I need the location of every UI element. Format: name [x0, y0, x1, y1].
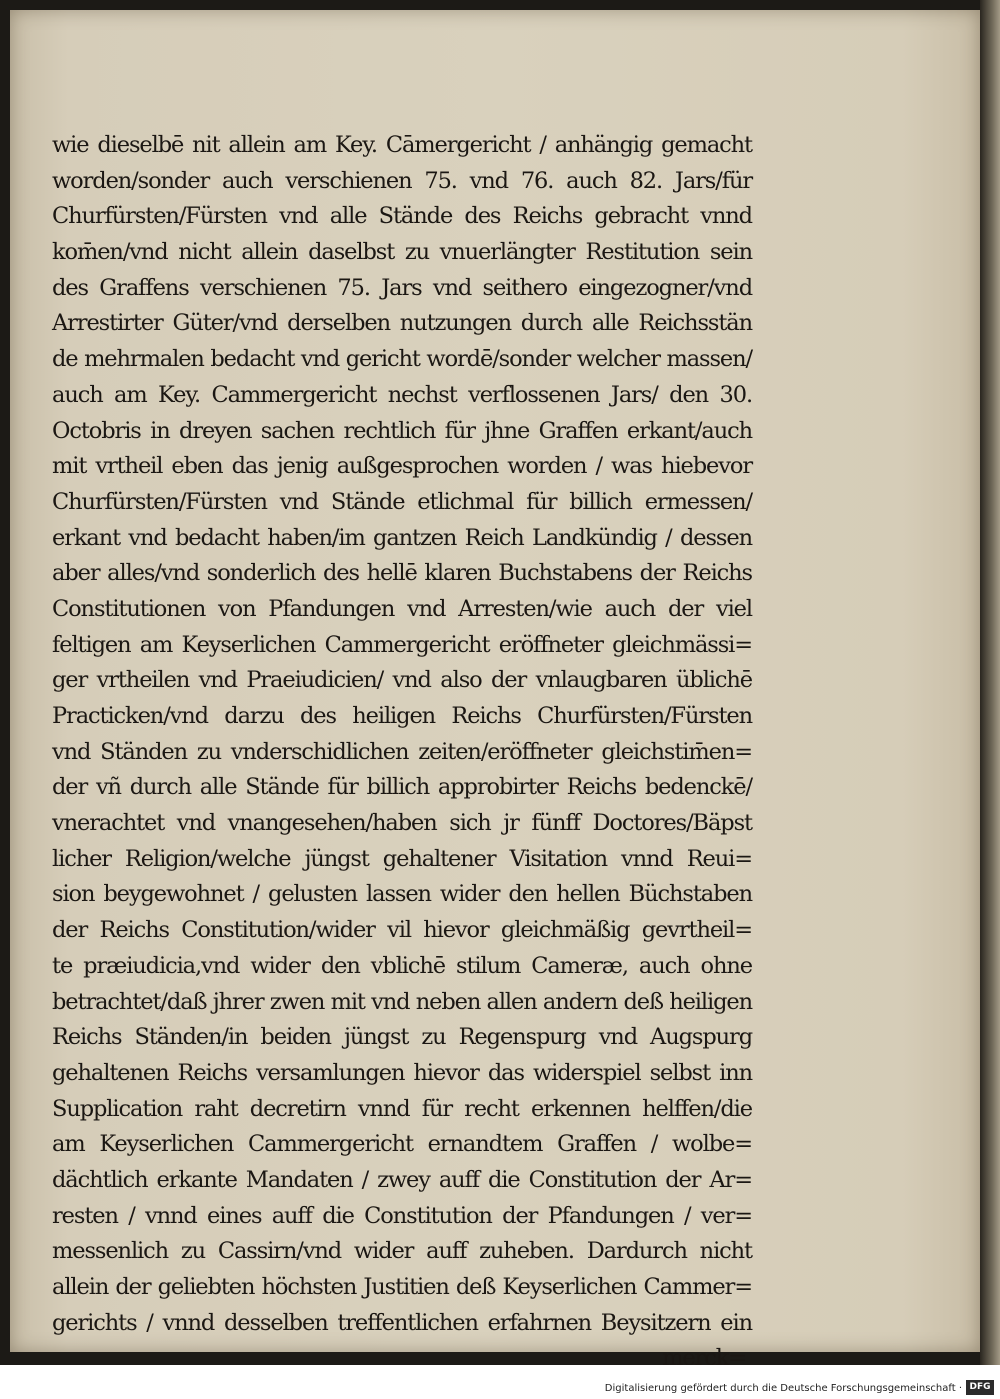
text-line: mit vrtheil eben das jenig außgesprochen worden / was hiebevor [52, 453, 752, 480]
text-line: ger vrtheilen vnd Praeiudicien/ vnd also der vnlaugbaren üblichē [52, 667, 752, 694]
text-line: feltigen am Keyserlichen Cammergericht eröffneter gleichmässi= [52, 631, 752, 658]
text-line: auch am Key. Cammergericht nechst verflossenen Jars/ den 30. [52, 381, 752, 408]
text-line: betrachtet/daß jhrer zwen mit vnd neben allen andern deß heiligen [52, 988, 752, 1015]
text-line: Supplication raht decretirn vnnd für recht erkennen helffen/die [52, 1095, 752, 1122]
text-line: de mehrmalen bedacht vnd gericht wordē/sonder welcher massen/ [52, 346, 752, 373]
text-line: vnerachtet vnd vnangesehen/haben sich jr fünff Doctores/Bäpst [52, 810, 752, 837]
text-line: messenlich zu Cassirn/vnd wider auff zuheben. Dardurch nicht [52, 1238, 752, 1265]
text-line: am Keyserlichen Cammergericht ernandtem Graffen / wolbe= [52, 1131, 752, 1158]
text-line: te præiudicia,vnd wider den vblichē stilum Cameræ, auch ohne [52, 952, 752, 979]
page-edge-strip [980, 0, 1000, 1365]
text-line: sion beygewohnet / gelusten lassen wider den hellen Büchstaben [52, 881, 752, 908]
text-line: aber alles/vnd sonderlich des hellē klaren Buchstabens der Reichs [52, 560, 752, 587]
text-line: der Reichs Constitution/wider vil hievor gleichmäßig gevrtheil= [52, 917, 752, 944]
document-page [10, 10, 980, 1365]
text-block [52, 128, 752, 1365]
text-line: Churfürsten/Fürsten vnd alle Stände des Reichs gebracht vnnd [52, 203, 752, 230]
text-line: Churfürsten/Fürsten vnd Stände etlichmal für billich ermessen/ [52, 488, 752, 515]
text-line: Arrestirter Güter/vnd derselben nutzungen durch alle Reichsstän [52, 310, 752, 337]
text-line: Practicken/vnd darzu des heiligen Reichs Churfürsten/Fürsten [52, 703, 752, 729]
text-line: licher Religion/welche jüngst gehaltener Visitation vnnd Reui= [52, 845, 752, 872]
text-line: Constitutionen von Pfandungen vnd Arresten/wie auch der viel [52, 595, 752, 622]
text-line: wie dieselbē nit allein am Key. Cāmergericht / anhängig gemacht [52, 132, 752, 158]
text-line: des Graffens verschienen 75. Jars vnd seithero eingezogner/vnd [52, 274, 752, 301]
text-line: der vñ durch alle Stände für billich approbirter Reichs bedenckē/ [52, 774, 752, 801]
text-line: gehaltenen Reichs versamlungen hievor das widerspiel selbst inn [52, 1059, 752, 1086]
text-line: Octobris in dreyen sachen rechtlich für jhne Graffen erkant/auch [52, 417, 752, 444]
text-line: merck= [662, 1345, 746, 1365]
text-line: erkant vnd bedacht haben/im gantzen Reich Landkündig / dessen [52, 524, 752, 551]
text-line: resten / vnnd eines auff die Constitution der Pfandungen / ver= [52, 1202, 752, 1229]
text-line: Reichs Ständen/in beiden jüngst zu Regenspurg vnd Augspurg [52, 1024, 752, 1051]
footer-credit: Digitalisierung gefördert durch die Deutsche Forschungsgemeinschaft · [604, 1383, 962, 1394]
text-line: kom̄en/vnd nicht allein daselbst zu vnuerlängter Restitution sein [52, 239, 752, 266]
dfg-logo: DFG [966, 1380, 994, 1395]
text-line: vnd Ständen zu vnderschidlichen zeiten/eröffneter gleichstim̄en= [52, 738, 752, 765]
text-line: allein der geliebten höchsten Justitien deß Keyserlichen Cammer= [52, 1274, 752, 1300]
text-line: gerichts / vnnd desselben treffentlichen erfahrnen Beysitzern ein [52, 1309, 752, 1336]
text-line: worden/sonder auch verschienen 75. vnd 76. auch 82. Jars/für [52, 167, 752, 194]
text-line: dächtlich erkante Mandaten / zwey auff die Constitution der Ar= [52, 1166, 752, 1193]
